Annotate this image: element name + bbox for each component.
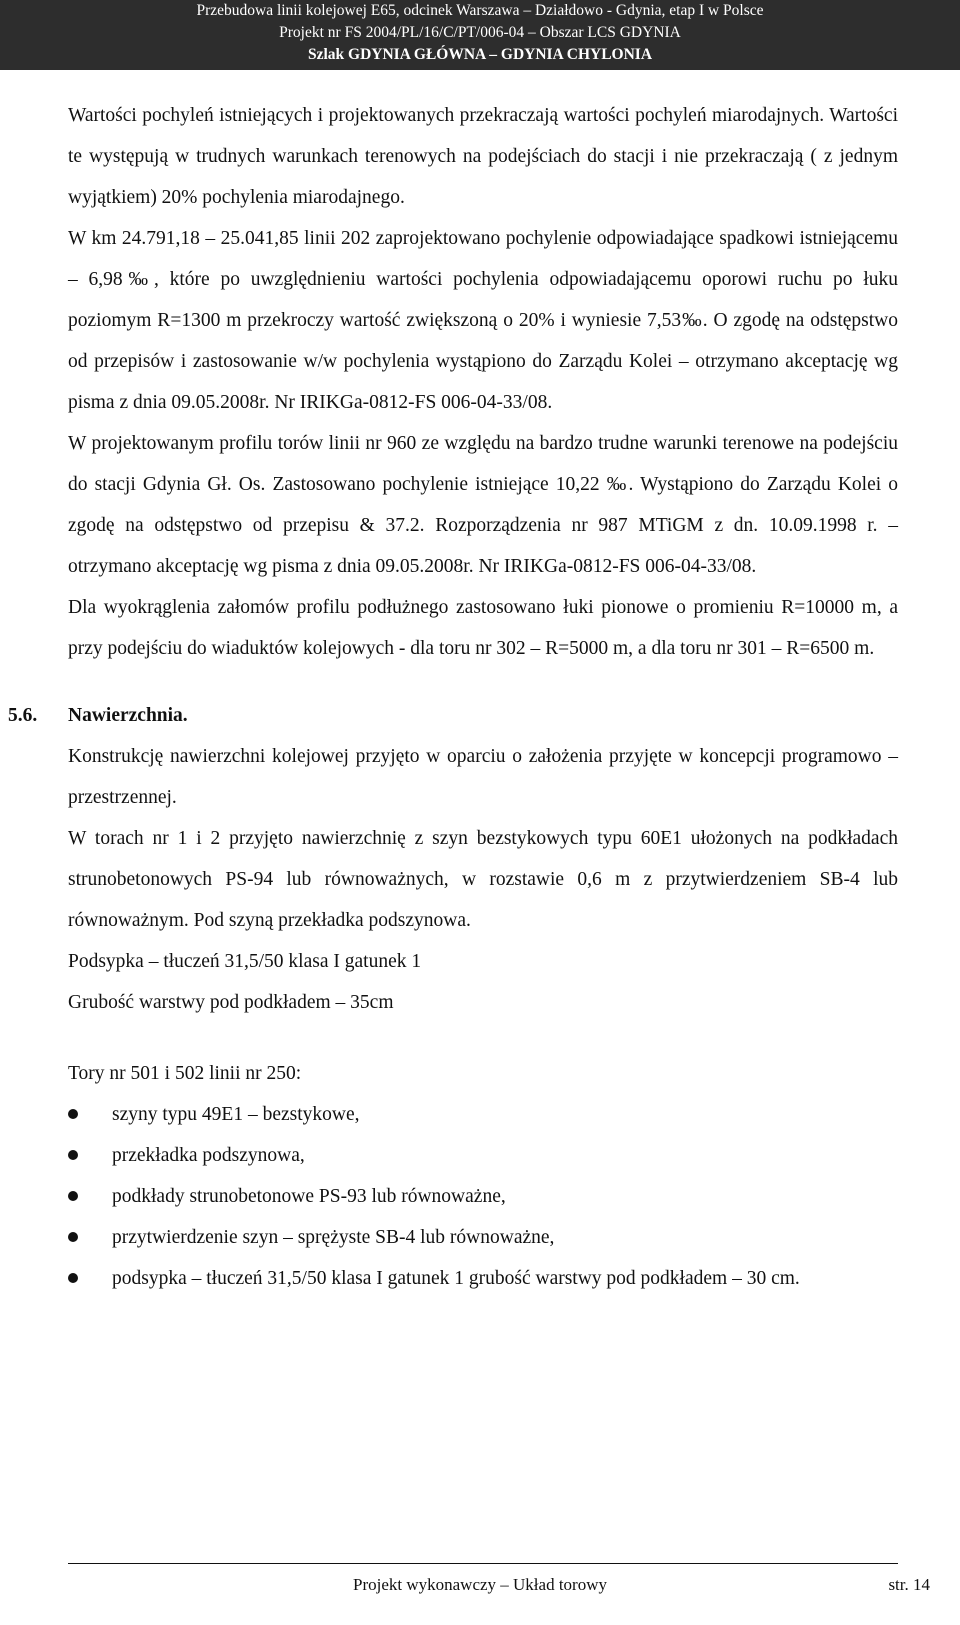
paragraph-tracks-1-2: W torach nr 1 i 2 przyjęto nawierzchnię z szyn bezstykowych typu 60E1 ułożonych na podkładach strunobetonowych PS-94 lub równoważnych, w rozstawie 0,6 m z przytwierdzeniem SB-4 lub równoważnym. Pod szyną przekładka podszynowa. — [68, 828, 898, 931]
paragraph-gradients: Wartości pochyleń istniejących i projektowanych przekraczają wartości pochyleń miarodajnych. Wartości te występują w trudnych warunkach terenowych na podejściach do stacji i nie przekraczają ( z jednym wyjątkiem) 20% pochylenia miarodajnego. — [68, 105, 898, 208]
list-item: przytwierdzenie szyn – sprężyste SB-4 lub równoważne, — [68, 1217, 898, 1258]
footer-divider — [68, 1563, 898, 1564]
bullet-list — [68, 1094, 898, 1299]
bullet-icon — [68, 1191, 78, 1201]
paragraph-km-gradient: W km 24.791,18 – 25.041,85 linii 202 zaprojektowano pochylenie odpowiadające spadkowi istniejącemu – 6,98‰, które po uwzględnieniu wartości pochylenia odpowiadającemu oporowi ruchu po łuku poziomym R=1300 m przekroczy wartość zwiększoną o 20% i wyniesie 7,53‰. O zgodę na odstępstwo od przepisów i zastosowanie w/w pochylenia wystąpiono do Zarządu Kolei – otrzymano akceptację wg pisma z dnia 09.05.2008r. Nr IRIKGa-0812-FS 006-04-33/08. — [68, 228, 898, 413]
header-route-name: Szlak GDYNIA GŁÓWNA – GDYNIA CHYLONIA — [307, 46, 653, 63]
spacer — [68, 1023, 898, 1053]
header-project-title: Przebudowa linii kolejowej E65, odcinek Warszawa – Działdowo - Gdynia, etap I w Polsce — [196, 2, 764, 19]
footer-document-title: Projekt wykonawczy – Układ torowy — [352, 1575, 607, 1594]
section-title: Nawierzchnia. — [68, 705, 188, 726]
list-item: przekładka podszynowa, — [68, 1135, 898, 1176]
paragraph-construction: Konstrukcję nawierzchni kolejowej przyjęto w oparciu o założenia przyjęte w koncepcji programowo – przestrzennej. — [68, 746, 898, 808]
section-heading — [8, 695, 898, 736]
page-header — [0, 0, 960, 70]
paragraph-layer-thickness: Grubość warstwy pod podkładem – 35cm — [68, 992, 394, 1013]
paragraph-tracks-501-502: Tory nr 501 i 502 linii nr 250: — [68, 1063, 302, 1084]
bullet-icon — [68, 1109, 78, 1119]
list-item: podsypka – tłuczeń 31,5/50 klasa I gatunek 1 grubość warstwy pod podkładem – 30 cm. — [68, 1258, 898, 1299]
list-item: szyny typu 49E1 – bezstykowe, — [68, 1094, 898, 1135]
list-item: podkłady strunobetonowe PS-93 lub równoważne, — [68, 1176, 898, 1217]
bullet-icon — [68, 1150, 78, 1160]
header-project-number: Projekt nr FS 2004/PL/16/C/PT/006-04 – Obszar LCS GDYNIA — [279, 24, 681, 41]
page-number: str. 14 — [888, 1575, 930, 1594]
paragraph-vertical-curves: Dla wyokrąglenia załomów profilu podłużnego zastosowano łuki pionowe o promieniu R=10000 m, a przy podejściu do wiaduktów kolejowych - dla toru nr 302 – R=5000 m, a dla toru nr 301 – R=6500 m. — [68, 597, 898, 659]
paragraph-ballast: Podsypka – tłuczeń 31,5/50 klasa I gatunek 1 — [68, 951, 422, 972]
section-number: 5.6. — [8, 705, 38, 726]
bullet-icon — [68, 1232, 78, 1242]
paragraph-line-960: W projektowanym profilu torów linii nr 960 ze względu na bardzo trudne warunki terenowe na podejściu do stacji Gdynia Gł. Os. Zastosowano pochylenie istniejące 10,22 ‰. Wystąpiono do Zarządu Kolei o zgodę na odstępstwo od przepisu & 37.2. Rozporządzenia nr 987 MTiGM z dn. 10.09.1998 r. – otrzymano akceptację wg pisma z dnia 09.05.2008r. Nr IRIKGa-0812-FS 006-04-33/08. — [68, 433, 898, 577]
bullet-icon — [68, 1273, 78, 1283]
document-body — [8, 95, 898, 1299]
